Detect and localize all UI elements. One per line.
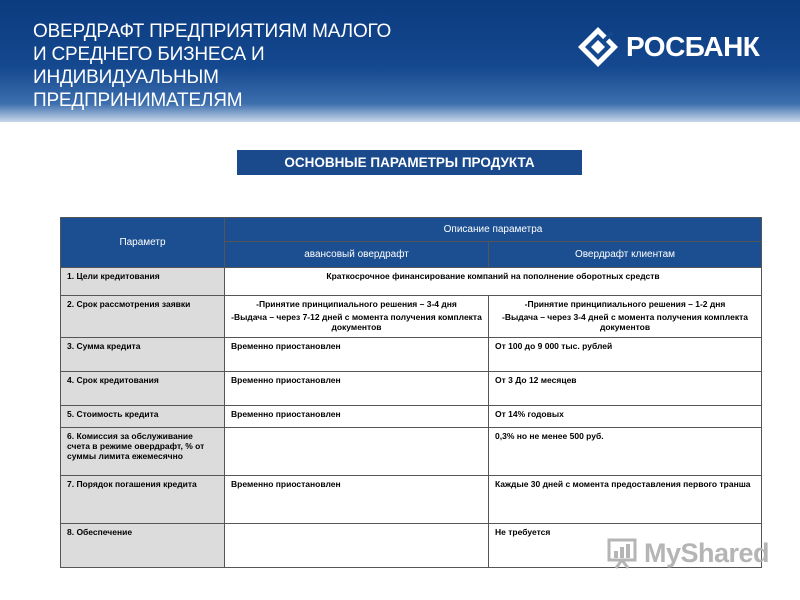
- param-cell: 5. Стоимость кредита: [61, 406, 225, 428]
- param-cell: 7. Порядок погашения кредита: [61, 476, 225, 524]
- value-cell: От 3 До 12 месяцев: [489, 372, 762, 406]
- myshared-watermark: [606, 536, 769, 570]
- value-line: -Выдача – через 3-4 дней с момента получения комплекта документов: [502, 312, 748, 332]
- value-line: -Принятие принципиального решения – 1-2 дня: [524, 299, 726, 309]
- value-cell: [489, 296, 762, 338]
- logo-text: РОСБАНК: [626, 31, 760, 62]
- header-banner: [0, 0, 800, 122]
- table-header-row: [61, 218, 762, 242]
- param-cell: 4. Срок кредитования: [61, 372, 225, 406]
- title-line-4: ПРЕДПРИНИМАТЕЛЯМ: [33, 90, 243, 111]
- header-client-overdraft: Овердрафт клиентам: [489, 242, 762, 268]
- header-description: Описание параметра: [225, 218, 762, 242]
- value-cell: Не требуется: [489, 524, 762, 568]
- value-cell: [225, 524, 489, 568]
- value-cell: [225, 296, 489, 338]
- value-cell: От 14% годовых: [489, 406, 762, 428]
- param-cell: 3. Сумма кредита: [61, 338, 225, 372]
- header-parameter: Параметр: [61, 218, 225, 268]
- value-cell: Временно приостановлен: [225, 338, 489, 372]
- page-title: [33, 20, 433, 112]
- parameters-table: [60, 217, 762, 568]
- table-row: [61, 406, 762, 428]
- param-cell: 8. Обеспечение: [61, 524, 225, 568]
- section-title: ОСНОВНЫЕ ПАРАМЕТРЫ ПРОДУКТА: [237, 150, 582, 175]
- presentation-chart-icon: [606, 537, 640, 569]
- table-row: [61, 476, 762, 524]
- title-line-2: И СРЕДНЕГО БИЗНЕСА И: [33, 44, 265, 65]
- param-cell: 2. Срок рассмотрения заявки: [61, 296, 225, 338]
- value-line: -Выдача – через 7-12 дней с момента получения комплекта документов: [231, 312, 482, 332]
- header-advance-overdraft: авансовый овердрафт: [225, 242, 489, 268]
- value-cell: От 100 до 9 000 тыс. рублей: [489, 338, 762, 372]
- rosbank-emblem-icon: [576, 25, 620, 69]
- value-cell: Временно приостановлен: [225, 476, 489, 524]
- table-row: [61, 372, 762, 406]
- param-cell: 1. Цели кредитования: [61, 268, 225, 296]
- table-row: [61, 338, 762, 372]
- rosbank-logo: [576, 24, 760, 70]
- watermark-text: MyShared: [644, 537, 770, 568]
- table-row: [61, 268, 762, 296]
- value-cell: Временно приостановлен: [225, 372, 489, 406]
- table-row: [61, 428, 762, 476]
- value-line: -Принятие принципиального решения – 3-4 дня: [256, 299, 457, 309]
- title-line-3: ИНДИВИДУАЛЬНЫМ: [33, 67, 219, 88]
- value-cell: Каждые 30 дней с момента предоставления первого транша: [489, 476, 762, 524]
- title-line-1: ОВЕРДРАФТ ПРЕДПРИЯТИЯМ МАЛОГО: [33, 21, 392, 42]
- value-cell: [225, 428, 489, 476]
- value-cell: 0,3% но не менее 500 руб.: [489, 428, 762, 476]
- table-row: [61, 296, 762, 338]
- value-cell-merged: Краткосрочное финансирование компаний на пополнение оборотных средств: [225, 268, 762, 296]
- value-cell: Временно приостановлен: [225, 406, 489, 428]
- param-cell: 6. Комиссия за обслуживание счета в режиме овердрафт, % от суммы лимита ежемесячно: [61, 428, 225, 476]
